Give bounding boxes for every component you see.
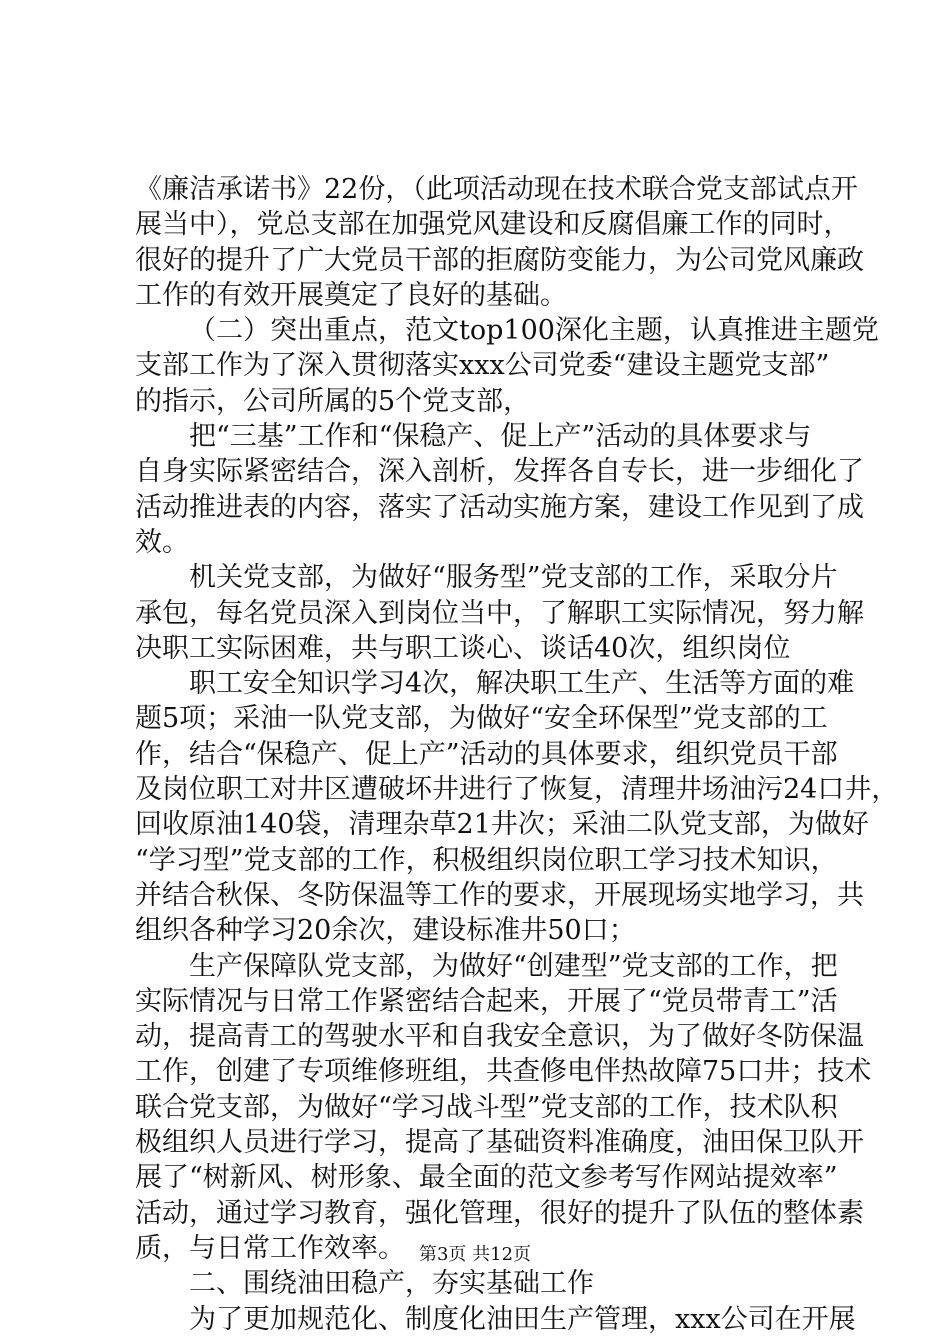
- text-line: 组织各种学习20余次，建设标准井50口；: [135, 915, 636, 947]
- text-line: 机关党支部，为做好“服务型”党支部的工作，采取分片: [189, 562, 838, 594]
- text-line: 的指示，公司所属的5个党支部，: [135, 385, 531, 417]
- text-line: 工作的有效开展奠定了良好的基础。: [135, 279, 567, 311]
- text-line: （二）突出重点，范文top100深化主题，认真推进主题党: [189, 315, 879, 347]
- text-line: 展当中），党总支部在加强党风建设和反腐倡廉工作的同时，: [135, 209, 851, 241]
- text-line: 展了“树新风、树形象、最全面的范文参考写作网站提效率”: [135, 1162, 838, 1194]
- text-line: 工作，创建了专项维修班组，共查修电伴热故障75口井；技术: [135, 1056, 872, 1088]
- text-line: 生产保障队党支部，为做好“创建型”党支部的工作，把: [189, 950, 838, 982]
- text-line: 作，结合“保稳产、促上产”活动的具体要求，组织党员干部: [135, 738, 838, 770]
- text-line: 效。: [135, 526, 189, 558]
- text-line: 活动，通过学习教育，强化管理，很好的提升了队伍的整体素: [135, 1197, 864, 1229]
- text-line: 联合党支部，为做好“学习战斗型”党支部的工作，技术队积: [135, 1091, 838, 1123]
- text-line: 把“三基”工作和“保稳产、促上产”活动的具体要求与: [189, 421, 812, 453]
- text-line: 《廉洁承诺书》22份，（此项活动现在技术联合党支部试点开: [135, 174, 858, 205]
- text-line: 动，提高青工的驾驶水平和自我安全意识，为了做好冬防保温: [135, 1021, 864, 1053]
- text-line: 及岗位职工对井区遭破坏井进行了恢复，清理井场油污24口井，: [135, 774, 899, 806]
- text-line: 活动推进表的内容，落实了活动实施方案，建设工作见到了成: [135, 491, 864, 523]
- text-line: 回收原油140袋，清理杂草21井次；采油二队党支部，为做好: [135, 809, 869, 841]
- text-line: 题5项；采油一队党支部，为做好“安全环保型”党支部的工: [135, 703, 828, 735]
- text-line: 实际情况与日常工作紧密结合起来，开展了“党员带青工”活: [135, 985, 838, 1017]
- text-line: 支部工作为了深入贯彻落实xxx公司党委“建设主题党支部”: [135, 350, 830, 382]
- text-line: 并结合秋保、冬防保温等工作的要求，开展现场实地学习，共: [135, 879, 864, 911]
- section-heading: 二、围绕油田稳产，夯实基础工作: [189, 1268, 594, 1300]
- text-line: 职工安全知识学习4次，解决职工生产、生活等方面的难: [189, 668, 855, 700]
- page-number: 第3页 共12页: [418, 1244, 532, 1265]
- text-line: “学习型”党支部的工作，积极组织岗位职工学习技术知识，: [135, 844, 838, 876]
- text-line: 很好的提升了广大党员干部的拒腐防变能力，为公司党风廉政: [135, 244, 864, 276]
- text-line: 自身实际紧密结合，深入剖析，发挥各自专长，进一步细化了: [135, 456, 864, 488]
- text-line: 质，与日常工作效率。: [135, 1232, 405, 1264]
- document-body: [135, 172, 899, 1337]
- text-line: 承包，每名党员深入到岗位当中，了解职工实际情况，努力解: [135, 597, 864, 629]
- text-line: 极组织人员进行学习，提高了基础资料准确度，油田保卫队开: [135, 1127, 864, 1159]
- text-line: 为了更加规范化、制度化油田生产管理，xxx公司在开展: [189, 1303, 856, 1335]
- text-line: 决职工实际困难，共与职工谈心、谈话40次，组织岗位: [135, 632, 791, 664]
